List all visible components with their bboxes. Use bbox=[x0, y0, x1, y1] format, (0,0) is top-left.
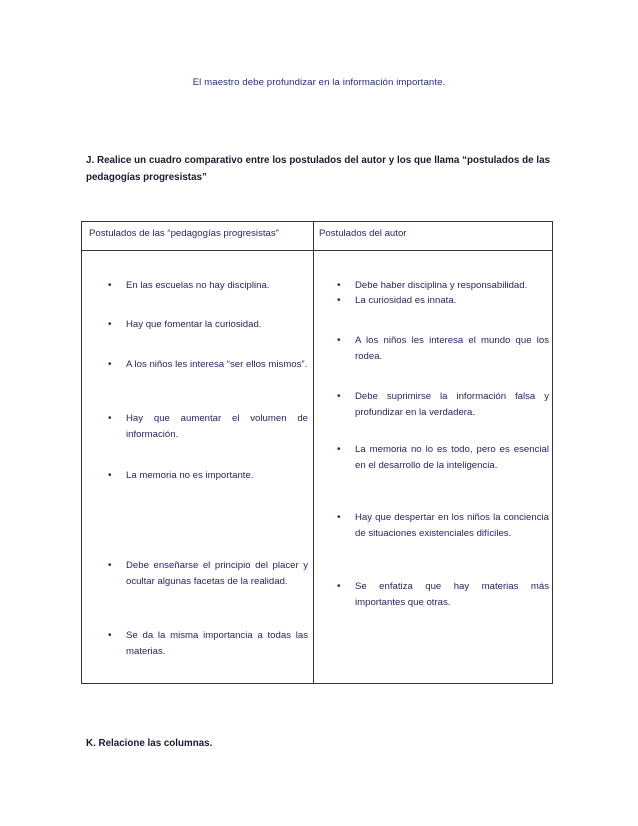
bullet-icon: • bbox=[337, 295, 341, 306]
question-j: J. Realice un cuadro comparativo entre los postulados del autor y los que llama “postulados de las pedagogías progresistas” bbox=[86, 155, 550, 183]
left-list-item: • Se da la misma importancia a todas las materias. bbox=[108, 630, 308, 657]
bullet-icon: • bbox=[337, 391, 341, 402]
bullet-icon: • bbox=[108, 470, 112, 481]
comparison-table bbox=[81, 221, 553, 684]
left-list-item: • En las escuelas no hay disciplina. bbox=[126, 278, 308, 294]
right-list-item: • Debe haber disciplina y responsabilidad. bbox=[355, 278, 549, 294]
header-divider bbox=[82, 250, 552, 251]
right-list-item: • A los niños les interesa el mundo que los rodea. bbox=[337, 335, 549, 362]
left-list-item: • La memoria no es importante. bbox=[126, 468, 308, 484]
left-list-item: • Hay que aumentar el volumen de información. bbox=[108, 413, 308, 440]
bullet-icon: • bbox=[108, 630, 112, 641]
bullet-icon: • bbox=[108, 560, 112, 571]
bullet-icon: • bbox=[337, 512, 341, 523]
header-progressive-postulates: Postulados de las “pedagogías progresistas” bbox=[89, 228, 279, 239]
bullet-icon: • bbox=[108, 319, 112, 330]
bullet-icon: • bbox=[337, 444, 341, 455]
bullet-icon: • bbox=[108, 413, 112, 424]
left-list-item: • Hay que fomentar la curiosidad. bbox=[126, 317, 308, 333]
right-list-item: • Debe suprimirse la información falsa y profundizar en la verdadera. bbox=[337, 391, 549, 418]
right-list-item: • Se enfatiza que hay materias más importantes que otras. bbox=[337, 581, 549, 608]
bullet-icon: • bbox=[337, 335, 341, 346]
right-list-item: • La memoria no lo es todo, pero es esencial en el desarrollo de la inteligencia. bbox=[337, 444, 549, 471]
left-list-item: • Debe enseñarse el principio del placer y ocultar algunas facetas de la realidad. bbox=[108, 560, 308, 587]
header-author-postulates: Postulados del autor bbox=[319, 228, 407, 239]
left-list-item: • A los niños les interesa “ser ellos mismos”. bbox=[126, 357, 308, 373]
bullet-icon: • bbox=[108, 359, 112, 370]
right-list-item: • Hay que despertar en los niños la conciencia de situaciones existenciales difíciles. bbox=[337, 512, 549, 539]
bullet-icon: • bbox=[108, 280, 112, 291]
intro-sentence: El maestro debe profundizar en la información importante. bbox=[192, 77, 446, 88]
right-list-item: • La curiosidad es innata. bbox=[355, 293, 549, 309]
question-k: K. Relacione las columnas. bbox=[86, 738, 213, 749]
bullet-icon: • bbox=[337, 280, 341, 291]
column-divider bbox=[313, 222, 314, 683]
bullet-icon: • bbox=[337, 581, 341, 592]
